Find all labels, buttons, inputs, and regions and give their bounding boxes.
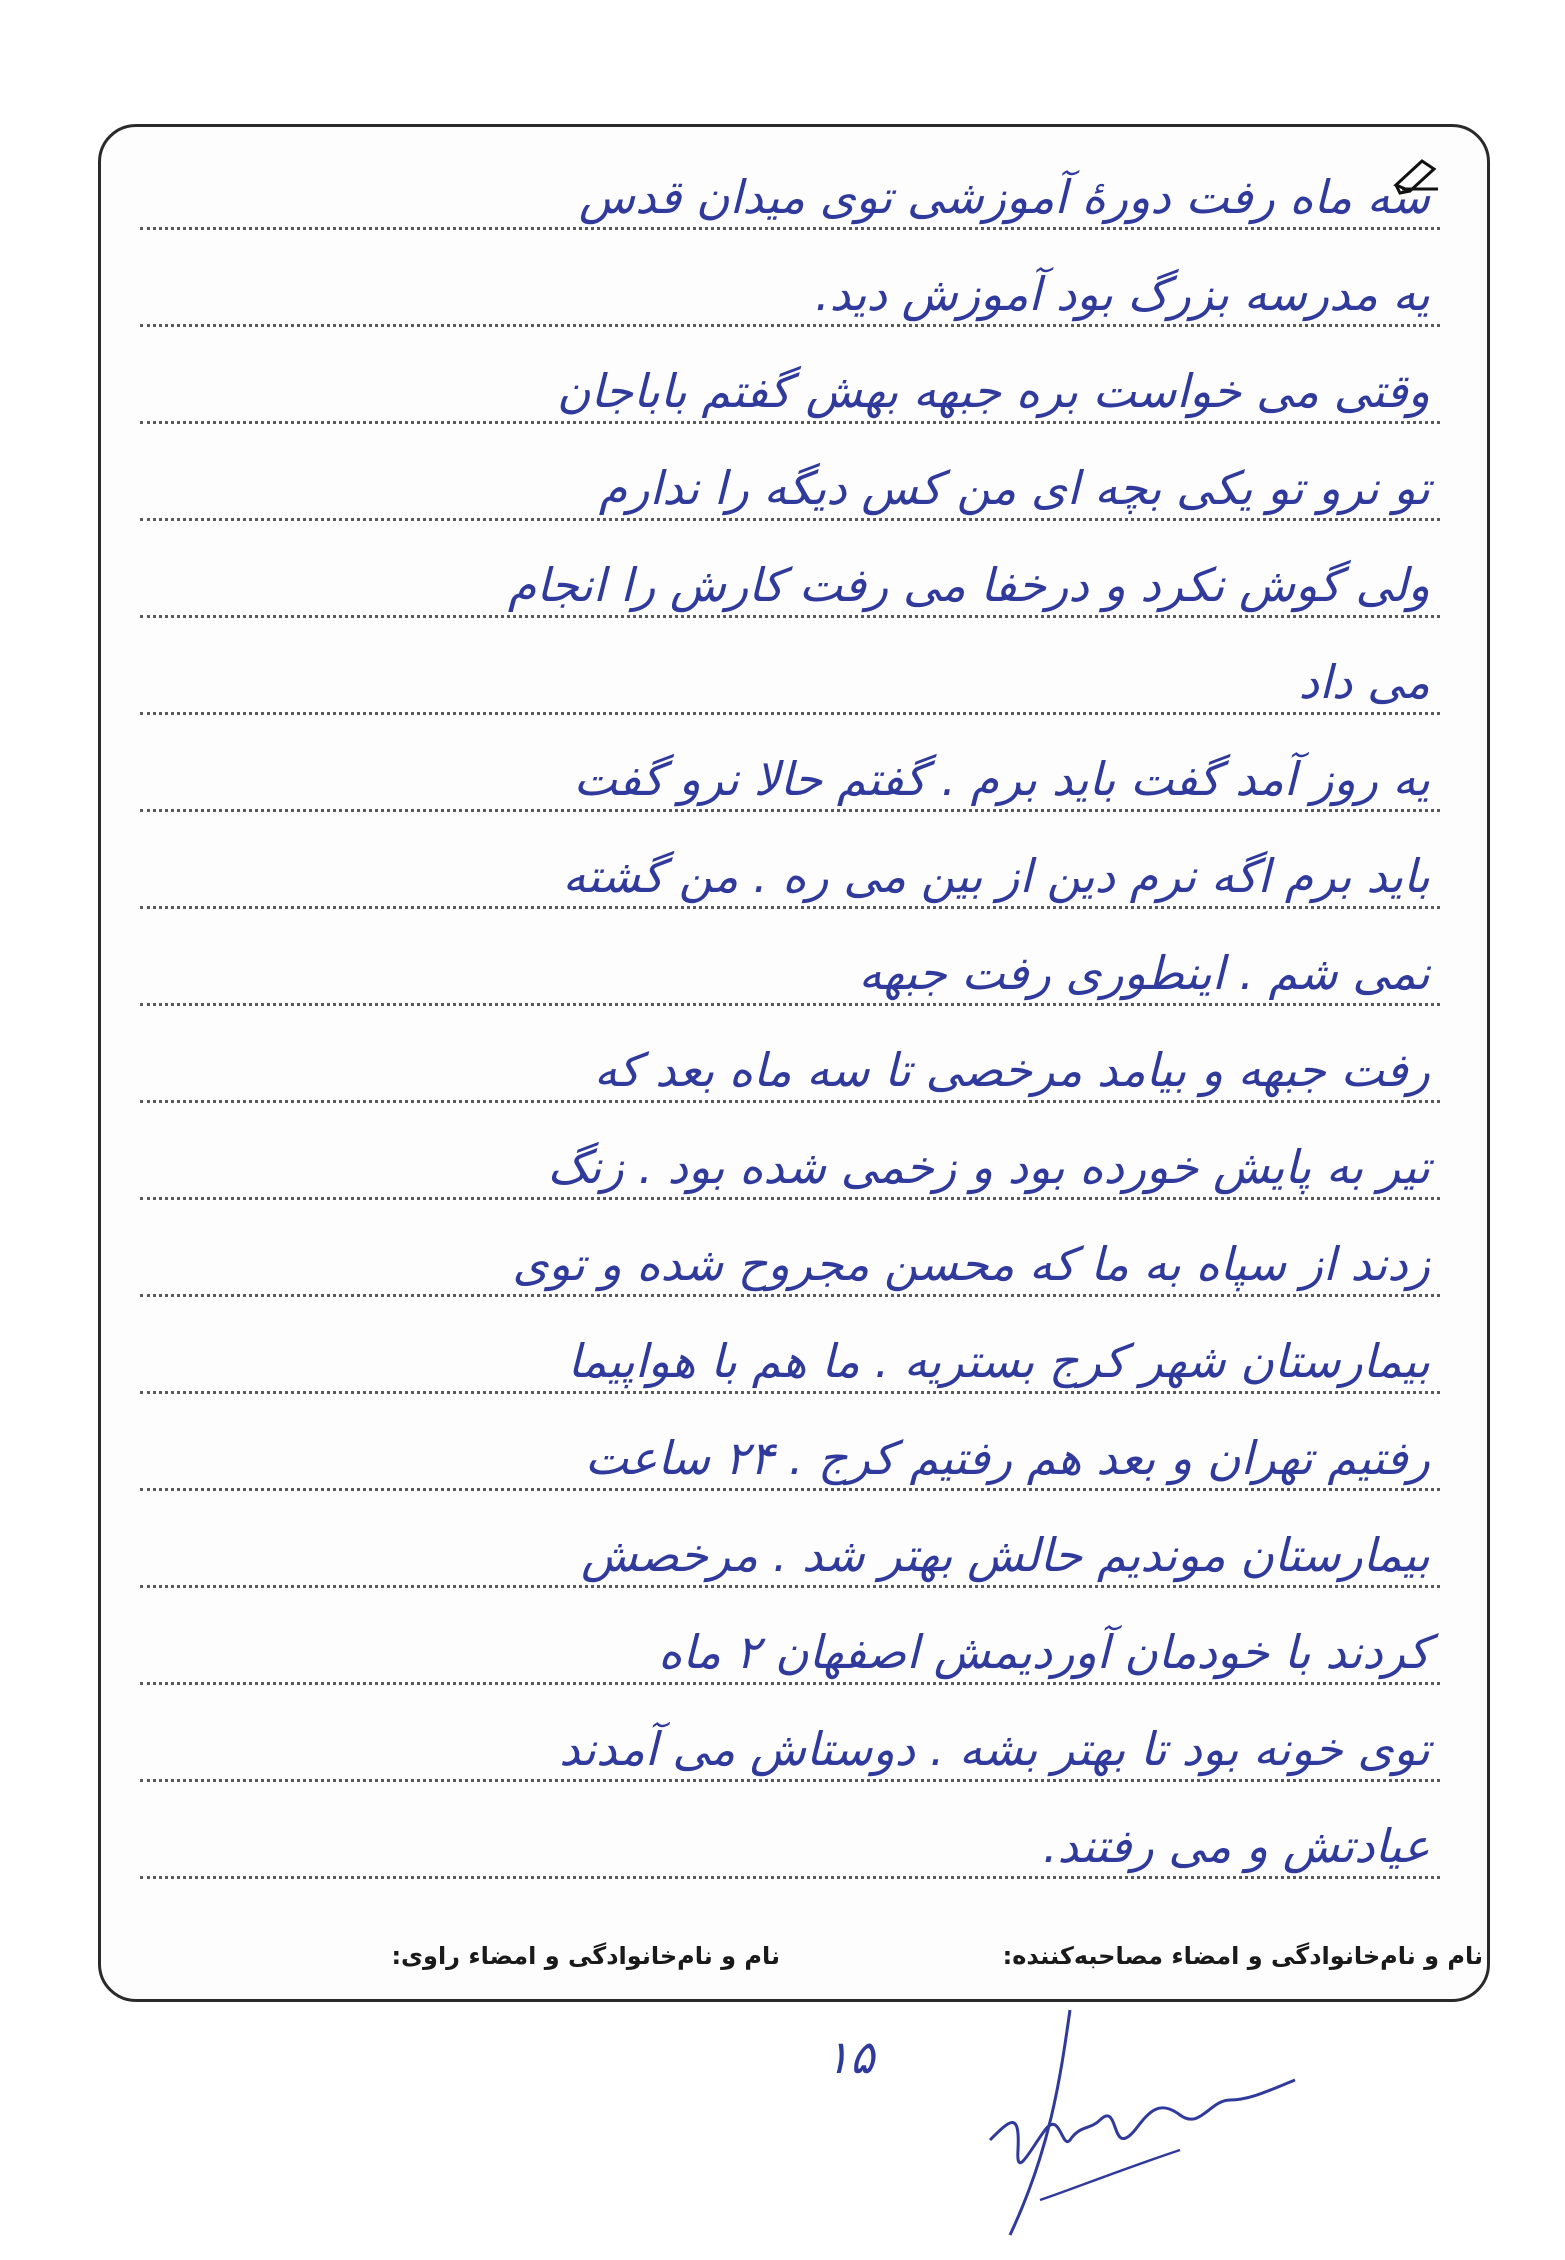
interviewer-signature-label: نام و نام‌خانوادگی و امضاء مصاحبه‌کننده: (1002, 1942, 1483, 1970)
page-number: ۱۵ (825, 2030, 875, 2084)
handwritten-text: باید برم اگه نرم دین از بین می ره . من گشته (562, 849, 1430, 903)
handwritten-line (140, 1116, 1440, 1200)
handwritten-text: کردند با خودمان آوردیمش اصفهان ۲ ماه (658, 1625, 1430, 1679)
handwritten-text: نمی شم . اینطوری رفت جبهه (858, 946, 1430, 1000)
dotted-rule (140, 1585, 1440, 1588)
handwritten-line (140, 728, 1440, 812)
handwritten-text: وقتی می خواست بره جبهه بهش گفتم باباجان (556, 364, 1430, 418)
dotted-rule (140, 615, 1440, 618)
dotted-rule (140, 809, 1440, 812)
handwritten-line (140, 631, 1440, 715)
dotted-rule (140, 712, 1440, 715)
dotted-rule (140, 1003, 1440, 1006)
handwritten-line (140, 1504, 1440, 1588)
dotted-rule (140, 324, 1440, 327)
handwritten-line (140, 1310, 1440, 1394)
handwritten-signature (950, 2000, 1350, 2240)
dotted-rule (140, 421, 1440, 424)
handwritten-text: بیمارستان شهر کرج بستریه . ما هم با هواپیما (567, 1334, 1430, 1388)
narrator-signature-label: نام و نام‌خانوادگی و امضاء راوی: (391, 1942, 780, 1970)
handwritten-line (140, 437, 1440, 521)
dotted-rule (140, 1391, 1440, 1394)
handwritten-text: توی خونه بود تا بهتر بشه . دوستاش می آمدند (559, 1722, 1430, 1776)
handwritten-line (140, 922, 1440, 1006)
handwritten-line (140, 1019, 1440, 1103)
handwritten-text: می داد (1298, 655, 1430, 709)
handwritten-line (140, 340, 1440, 424)
handwritten-text: بیمارستان موندیم حالش بهتر شد . مرخصش (581, 1528, 1430, 1582)
handwritten-line (140, 1698, 1440, 1782)
handwritten-text: زدند از سپاه به ما که محسن مجروح شده و توی (512, 1237, 1430, 1291)
handwritten-line (140, 1213, 1440, 1297)
handwritten-text: عیادتش و می رفتند. (1042, 1819, 1430, 1873)
handwritten-text: رفتیم تهران و بعد هم رفتیم کرج . ۲۴ ساعت (584, 1431, 1430, 1485)
handwritten-line (140, 825, 1440, 909)
handwritten-line (140, 146, 1440, 230)
dotted-rule (140, 1488, 1440, 1491)
handwritten-text: تو نرو تو یکی بچه ای من کس دیگه را ندارم (598, 461, 1430, 515)
handwritten-text: ولی گوش نکرد و درخفا می رفت کارش را انجام (507, 558, 1430, 612)
handwritten-text: سه ماه رفت دورهٔ آموزشی توی میدان قدس (578, 170, 1430, 224)
dotted-rule (140, 1197, 1440, 1200)
handwritten-line (140, 243, 1440, 327)
dotted-rule (140, 1682, 1440, 1685)
dotted-rule (140, 518, 1440, 521)
dotted-rule (140, 227, 1440, 230)
dotted-rule (140, 906, 1440, 909)
handwritten-line (140, 1795, 1440, 1879)
handwritten-line (140, 534, 1440, 618)
handwritten-line (140, 1407, 1440, 1491)
handwritten-text: یه مدرسه بزرگ بود آموزش دید. (814, 267, 1430, 321)
handwritten-text: تیر به پایش خورده بود و زخمی شده بود . زنگ (547, 1140, 1430, 1194)
dotted-rule (140, 1876, 1440, 1879)
handwritten-text: رفت جبهه و بیامد مرخصی تا سه ماه بعد که (593, 1043, 1430, 1097)
handwritten-text: یه روز آمد گفت باید برم . گفتم حالا نرو گفت (573, 752, 1430, 806)
dotted-rule (140, 1294, 1440, 1297)
dotted-rule (140, 1779, 1440, 1782)
handwritten-line (140, 1601, 1440, 1685)
dotted-rule (140, 1100, 1440, 1103)
